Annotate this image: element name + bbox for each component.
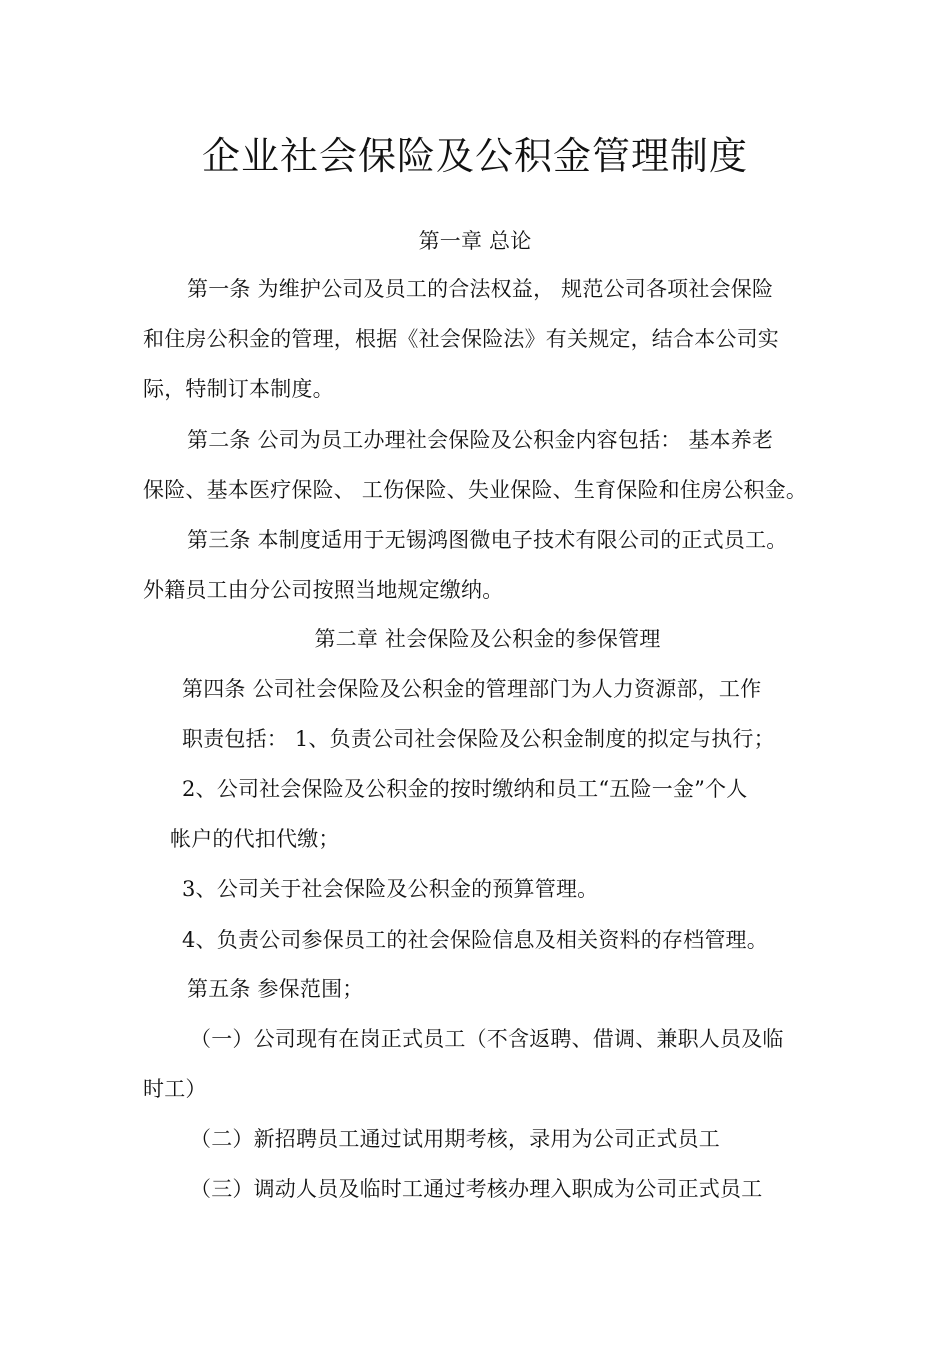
article-4-line-1: 第四条 公司社会保险及公积金的管理部门为人力资源部，工作 bbox=[182, 677, 762, 701]
article-5-line-3: 时工） bbox=[143, 1077, 207, 1101]
article-3-line-1: 第三条 本制度适用于无锡鸿图微电子技术有限公司的正式员工。 bbox=[187, 528, 788, 552]
article-5-line-4: （二）新招聘员工通过试用期考核，录用为公司正式员工 bbox=[190, 1127, 720, 1151]
article-5-line-5: （三）调动人员及临时工通过考核办理入职成为公司正式员工 bbox=[190, 1177, 763, 1201]
article-4-line-6: 4、负责公司参保员工的社会保险信息及相关资料的存档管理。 bbox=[182, 928, 768, 952]
article-4-line-5: 3、公司关于社会保险及公积金的预算管理。 bbox=[182, 877, 599, 901]
article-5-line-2: （一）公司现有在岗正式员工（不含返聘、借调、兼职人员及临 bbox=[190, 1027, 784, 1051]
article-2-line-1: 第二条 公司为员工办理社会保险及公积金内容包括： 基本养老 bbox=[187, 428, 774, 452]
article-4-line-4: 帐户的代扣代缴； bbox=[170, 827, 340, 851]
article-1-line-3: 际，特制订本制度。 bbox=[143, 377, 334, 401]
article-1-line-1: 第一条 为维护公司及员工的合法权益， 规范公司各项社会保险 bbox=[187, 277, 774, 301]
chapter-1-heading: 第一章 总论 bbox=[418, 229, 532, 253]
article-1-line-2: 和住房公积金的管理，根据《社会保险法》有关规定，结合本公司实 bbox=[143, 327, 779, 351]
chapter-2-heading: 第二章 社会保险及公积金的参保管理 bbox=[314, 627, 661, 651]
article-5-line-1: 第五条 参保范围； bbox=[187, 977, 364, 1001]
article-4-line-2: 职责包括： 1、负责公司社会保险及公积金制度的拟定与执行； bbox=[182, 727, 775, 751]
article-3-line-2: 外籍员工由分公司按照当地规定缴纳。 bbox=[143, 578, 504, 602]
article-2-line-2: 保险、基本医疗保险、 工伤保险、失业保险、生育保险和住房公积金。 bbox=[143, 478, 808, 502]
document-title: 企业社会保险及公积金管理制度 bbox=[201, 134, 748, 178]
article-4-line-3: 2、公司社会保险及公积金的按时缴纳和员工“五险一金”个人 bbox=[182, 777, 748, 801]
